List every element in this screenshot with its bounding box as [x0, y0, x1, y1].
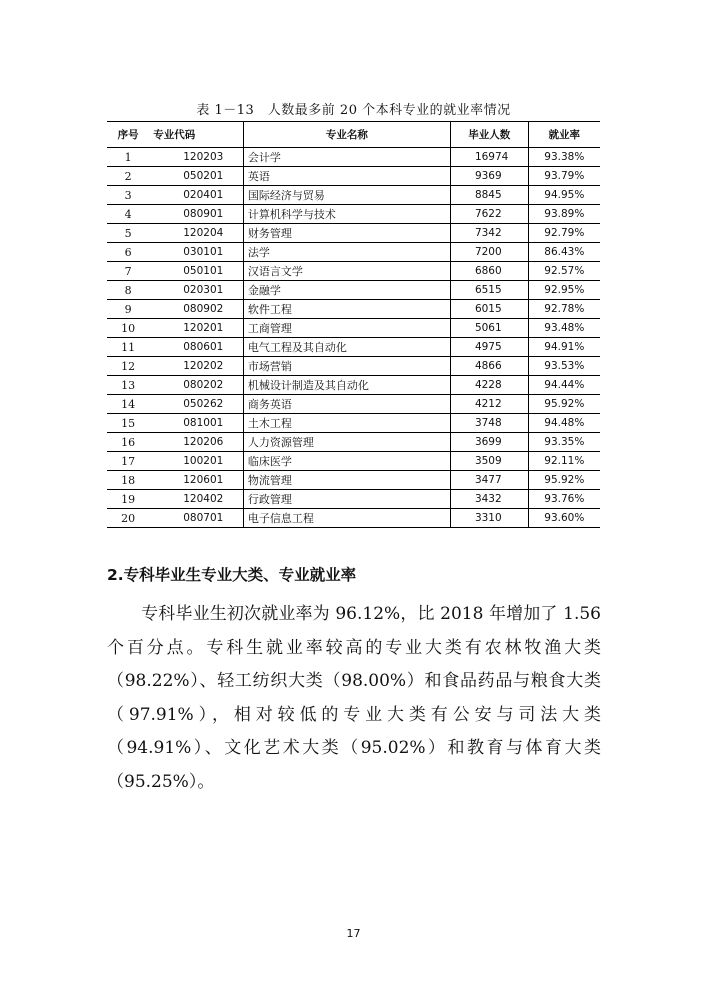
table-row — [107, 148, 600, 167]
cell-graduates-text: 3310 — [474, 512, 502, 524]
table-row — [107, 509, 600, 528]
cell-major-name: 会计学 — [243, 148, 450, 167]
header-graduates: 毕业人数 — [450, 122, 528, 148]
cell-major-code — [149, 224, 243, 243]
cell-graduates — [450, 262, 528, 281]
cell-major-name: 英语 — [243, 167, 450, 186]
cell-major-name: 财务管理 — [243, 224, 450, 243]
table-row — [107, 224, 600, 243]
cell-major-name: 电子信息工程 — [243, 509, 450, 528]
cell-graduates-text: 3509 — [474, 455, 502, 467]
cell-graduates-text: 6860 — [474, 265, 502, 277]
cell-graduates — [450, 414, 528, 433]
cell-employment-rate: 92.78% — [528, 300, 600, 319]
table-row — [107, 205, 600, 224]
cell-major-code — [149, 414, 243, 433]
table-row — [107, 357, 600, 376]
cell-major-code — [149, 338, 243, 357]
cell-employment-rate: 93.35% — [528, 433, 600, 452]
table-row — [107, 490, 600, 509]
cell-employment-rate: 93.60% — [528, 509, 600, 528]
cell-major-name: 金融学 — [243, 281, 450, 300]
cell-graduates-text: 7200 — [474, 246, 502, 258]
cell-employment-rate: 94.44% — [528, 376, 600, 395]
cell-major-code — [149, 376, 243, 395]
cell-graduates-text: 7622 — [474, 208, 502, 220]
page-number: 17 — [346, 927, 361, 940]
table-header-row — [107, 122, 600, 148]
cell-index: 16 — [107, 433, 149, 452]
header-major-name: 专业名称 — [243, 122, 450, 148]
cell-graduates-text: 16974 — [474, 151, 509, 163]
table-row — [107, 281, 600, 300]
cell-graduates — [450, 509, 528, 528]
cell-major-code — [149, 281, 243, 300]
cell-major-code-text: 080902 — [183, 303, 224, 315]
cell-graduates-text: 3477 — [474, 474, 502, 486]
cell-graduates — [450, 471, 528, 490]
section-heading: 2.专科毕业生专业大类、专业就业率 — [107, 566, 357, 584]
cell-employment-rate: 93.53% — [528, 357, 600, 376]
cell-graduates-text: 8845 — [474, 189, 502, 201]
cell-employment-rate: 95.92% — [528, 471, 600, 490]
cell-employment-rate: 92.79% — [528, 224, 600, 243]
paragraph-text: 专科毕业生初次就业率为 96.12%，比 2018 年增加了 1.56 个百分点。专科生就业率较高的专业大类有农林牧渔大类（98.22%）、轻工纺织大类（98.00%）和食品药品与粮食大类（97.91%），相对较低的专业大类有公安与司法大类（94.91%）、文化艺术大类（95.02%）和教育与体育大类（95.25%）。 — [107, 604, 602, 792]
cell-index: 13 — [107, 376, 149, 395]
cell-graduates-text: 9369 — [474, 170, 502, 182]
table-row — [107, 186, 600, 205]
cell-index: 11 — [107, 338, 149, 357]
cell-index: 18 — [107, 471, 149, 490]
cell-graduates — [450, 224, 528, 243]
cell-major-code — [149, 471, 243, 490]
cell-graduates — [450, 338, 528, 357]
section-paragraph — [107, 598, 601, 800]
cell-graduates — [450, 395, 528, 414]
cell-employment-rate: 93.38% — [528, 148, 600, 167]
table-row — [107, 338, 600, 357]
cell-graduates — [450, 433, 528, 452]
cell-index: 12 — [107, 357, 149, 376]
cell-major-name: 商务英语 — [243, 395, 450, 414]
cell-index: 1 — [107, 148, 149, 167]
cell-major-name: 法学 — [243, 243, 450, 262]
cell-index: 9 — [107, 300, 149, 319]
table-body — [107, 148, 600, 528]
cell-graduates-text: 4866 — [474, 360, 502, 372]
cell-graduates-text: 6515 — [474, 284, 502, 296]
table-row — [107, 243, 600, 262]
cell-graduates — [450, 300, 528, 319]
cell-major-name: 机械设计制造及其自动化 — [243, 376, 450, 395]
cell-major-code-text: 020401 — [183, 189, 224, 201]
cell-major-name: 软件工程 — [243, 300, 450, 319]
cell-major-code — [149, 433, 243, 452]
cell-major-code — [149, 319, 243, 338]
cell-index: 5 — [107, 224, 149, 243]
cell-employment-rate: 92.95% — [528, 281, 600, 300]
cell-major-name: 电气工程及其自动化 — [243, 338, 450, 357]
cell-index: 14 — [107, 395, 149, 414]
cell-graduates — [450, 205, 528, 224]
table-row — [107, 395, 600, 414]
cell-index: 17 — [107, 452, 149, 471]
cell-major-name: 物流管理 — [243, 471, 450, 490]
cell-major-code-text: 080901 — [183, 208, 224, 220]
cell-graduates — [450, 376, 528, 395]
cell-major-code — [149, 186, 243, 205]
table-row — [107, 262, 600, 281]
table-row — [107, 300, 600, 319]
cell-graduates-text: 3699 — [474, 436, 502, 448]
cell-employment-rate: 93.76% — [528, 490, 600, 509]
cell-major-name: 土木工程 — [243, 414, 450, 433]
cell-major-name: 临床医学 — [243, 452, 450, 471]
cell-major-code-text: 120201 — [183, 322, 224, 334]
cell-graduates-text: 4212 — [474, 398, 502, 410]
cell-graduates — [450, 319, 528, 338]
employment-rate-table — [107, 121, 600, 528]
cell-major-code — [149, 148, 243, 167]
header-major-code: 专业代码 — [149, 122, 243, 148]
cell-employment-rate: 94.48% — [528, 414, 600, 433]
cell-major-code-text: 030101 — [183, 246, 224, 258]
cell-major-code-text: 120601 — [183, 474, 224, 486]
table-row — [107, 319, 600, 338]
cell-major-code-text: 120204 — [183, 227, 224, 239]
cell-employment-rate: 92.11% — [528, 452, 600, 471]
table-row — [107, 452, 600, 471]
cell-major-code-text: 050201 — [183, 170, 224, 182]
cell-major-code-text: 050262 — [183, 398, 224, 410]
cell-major-name: 汉语言文学 — [243, 262, 450, 281]
cell-graduates — [450, 281, 528, 300]
cell-major-code — [149, 509, 243, 528]
cell-graduates-text: 3748 — [474, 417, 502, 429]
cell-major-code — [149, 300, 243, 319]
header-employment-rate: 就业率 — [528, 122, 600, 148]
cell-major-name: 人力资源管理 — [243, 433, 450, 452]
cell-major-code — [149, 167, 243, 186]
cell-graduates — [450, 148, 528, 167]
cell-major-code — [149, 395, 243, 414]
cell-index: 8 — [107, 281, 149, 300]
cell-major-code-text: 120206 — [183, 436, 224, 448]
cell-major-code — [149, 205, 243, 224]
cell-graduates-text: 4228 — [474, 379, 502, 391]
cell-major-code-text: 100201 — [183, 455, 224, 467]
cell-employment-rate: 86.43% — [528, 243, 600, 262]
cell-graduates-text: 4975 — [474, 341, 502, 353]
cell-employment-rate: 93.79% — [528, 167, 600, 186]
cell-major-code-text: 120202 — [183, 360, 224, 372]
cell-major-code — [149, 262, 243, 281]
cell-major-name: 工商管理 — [243, 319, 450, 338]
cell-major-name: 计算机科学与技术 — [243, 205, 450, 224]
cell-major-code — [149, 490, 243, 509]
cell-index: 20 — [107, 509, 149, 528]
cell-major-code — [149, 357, 243, 376]
cell-graduates — [450, 167, 528, 186]
cell-employment-rate: 93.48% — [528, 319, 600, 338]
table-row — [107, 167, 600, 186]
cell-index: 15 — [107, 414, 149, 433]
table-caption: 表 1－13 人数最多前 20 个本科专业的就业率情况 — [196, 103, 511, 118]
cell-graduates-text: 5061 — [474, 322, 502, 334]
cell-graduates-text: 7342 — [474, 227, 502, 239]
cell-index: 2 — [107, 167, 149, 186]
cell-index: 4 — [107, 205, 149, 224]
cell-employment-rate: 93.89% — [528, 205, 600, 224]
cell-index: 6 — [107, 243, 149, 262]
table-row — [107, 433, 600, 452]
cell-major-code-text: 080601 — [183, 341, 224, 353]
cell-index: 7 — [107, 262, 149, 281]
cell-index: 3 — [107, 186, 149, 205]
cell-major-code-text: 050101 — [183, 265, 224, 277]
cell-employment-rate: 92.57% — [528, 262, 600, 281]
cell-index: 19 — [107, 490, 149, 509]
cell-major-code-text: 080701 — [183, 512, 224, 524]
table-row — [107, 414, 600, 433]
cell-major-code-text: 081001 — [183, 417, 224, 429]
cell-graduates — [450, 186, 528, 205]
cell-major-code-text: 120402 — [183, 493, 224, 505]
cell-major-name: 国际经济与贸易 — [243, 186, 450, 205]
cell-graduates — [450, 357, 528, 376]
cell-employment-rate: 94.95% — [528, 186, 600, 205]
cell-graduates-text: 6015 — [474, 303, 502, 315]
cell-major-name: 行政管理 — [243, 490, 450, 509]
cell-graduates — [450, 452, 528, 471]
table-row — [107, 376, 600, 395]
table-row — [107, 471, 600, 490]
cell-major-code — [149, 452, 243, 471]
cell-major-code-text: 020301 — [183, 284, 224, 296]
header-index: 序号 — [107, 122, 149, 148]
cell-graduates-text: 3432 — [474, 493, 502, 505]
cell-employment-rate: 95.92% — [528, 395, 600, 414]
cell-index: 10 — [107, 319, 149, 338]
cell-graduates — [450, 490, 528, 509]
cell-major-code-text: 080202 — [183, 379, 224, 391]
cell-major-name: 市场营销 — [243, 357, 450, 376]
cell-graduates — [450, 243, 528, 262]
cell-employment-rate: 94.91% — [528, 338, 600, 357]
cell-major-code — [149, 243, 243, 262]
cell-major-code-text: 120203 — [183, 151, 224, 163]
